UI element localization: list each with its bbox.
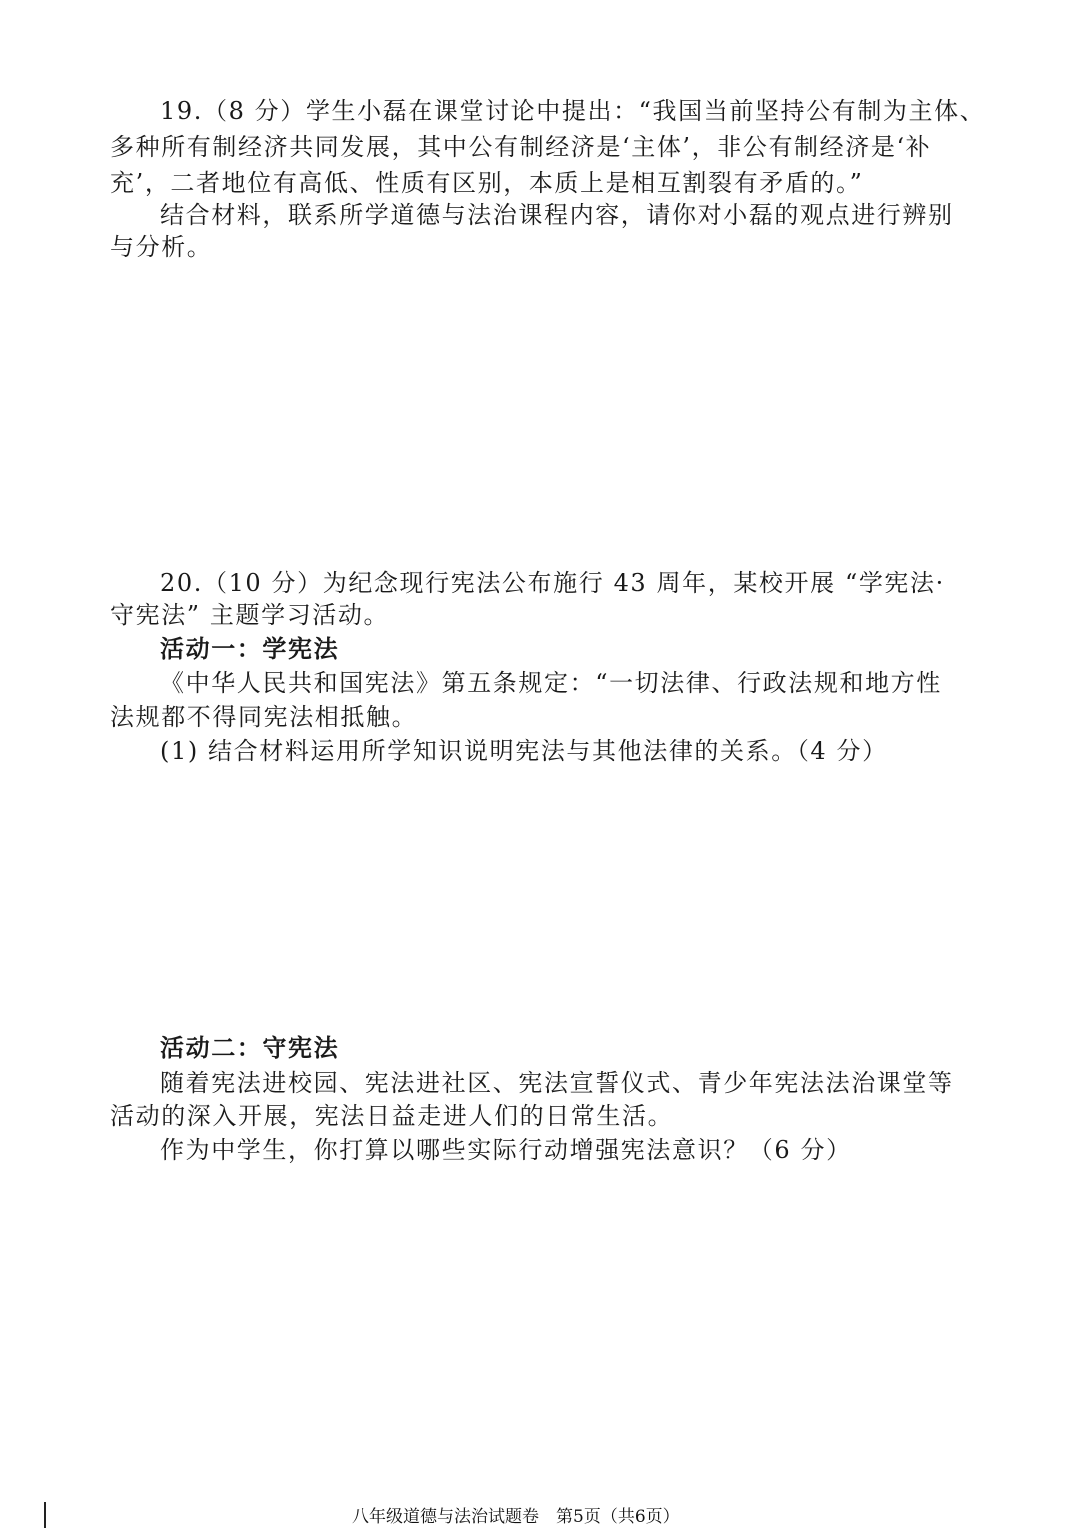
activity1-material-line-2: 法规都不得同宪法相抵触。	[110, 703, 418, 731]
activity2-title: 活动二：守宪法	[160, 1033, 340, 1062]
q19-line-5: 与分析。	[110, 233, 213, 261]
q19-line-1: 19.（8 分）学生小磊在课堂讨论中提出：“我国当前坚持公有制为主体、	[160, 97, 986, 125]
activity2-material-line-1: 随着宪法进校园、宪法进社区、宪法宣誓仪式、青少年宪法法治课堂等	[160, 1069, 954, 1097]
page-edge-mark	[44, 1502, 46, 1528]
activity1-material-line-1: 《中华人民共和国宪法》第五条规定：“一切法律、行政法规和地方性	[160, 669, 942, 697]
q19-line-2: 多种所有制经济共同发展，其中公有制经济是‘主体’，非公有制经济是‘补	[110, 133, 932, 161]
activity2-material-line-2: 活动的深入开展，宪法日益走进人们的日常生活。	[110, 1102, 674, 1130]
q20-intro-line-1: 20.（10 分）为纪念现行宪法公布施行 43 周年，某校开展 “学宪法·	[160, 569, 945, 597]
q19-line-3: 充’，二者地位有高低、性质有区别，本质上是相互割裂有矛盾的。”	[110, 169, 864, 197]
q20-intro-line-2: 守宪法” 主题学习活动。	[110, 601, 390, 629]
activity2-question: 作为中学生，你打算以哪些实际行动增强宪法意识？（6 分）	[160, 1136, 852, 1164]
activity1-question: (1) 结合材料运用所学知识说明宪法与其他法律的关系。（4 分）	[160, 737, 888, 765]
page-footer: 八年级道德与法治试题卷 第5页（共6页）	[352, 1507, 680, 1527]
q19-line-4: 结合材料，联系所学道德与法治课程内容，请你对小磊的观点进行辨别	[160, 201, 954, 229]
activity1-title: 活动一：学宪法	[160, 634, 340, 663]
